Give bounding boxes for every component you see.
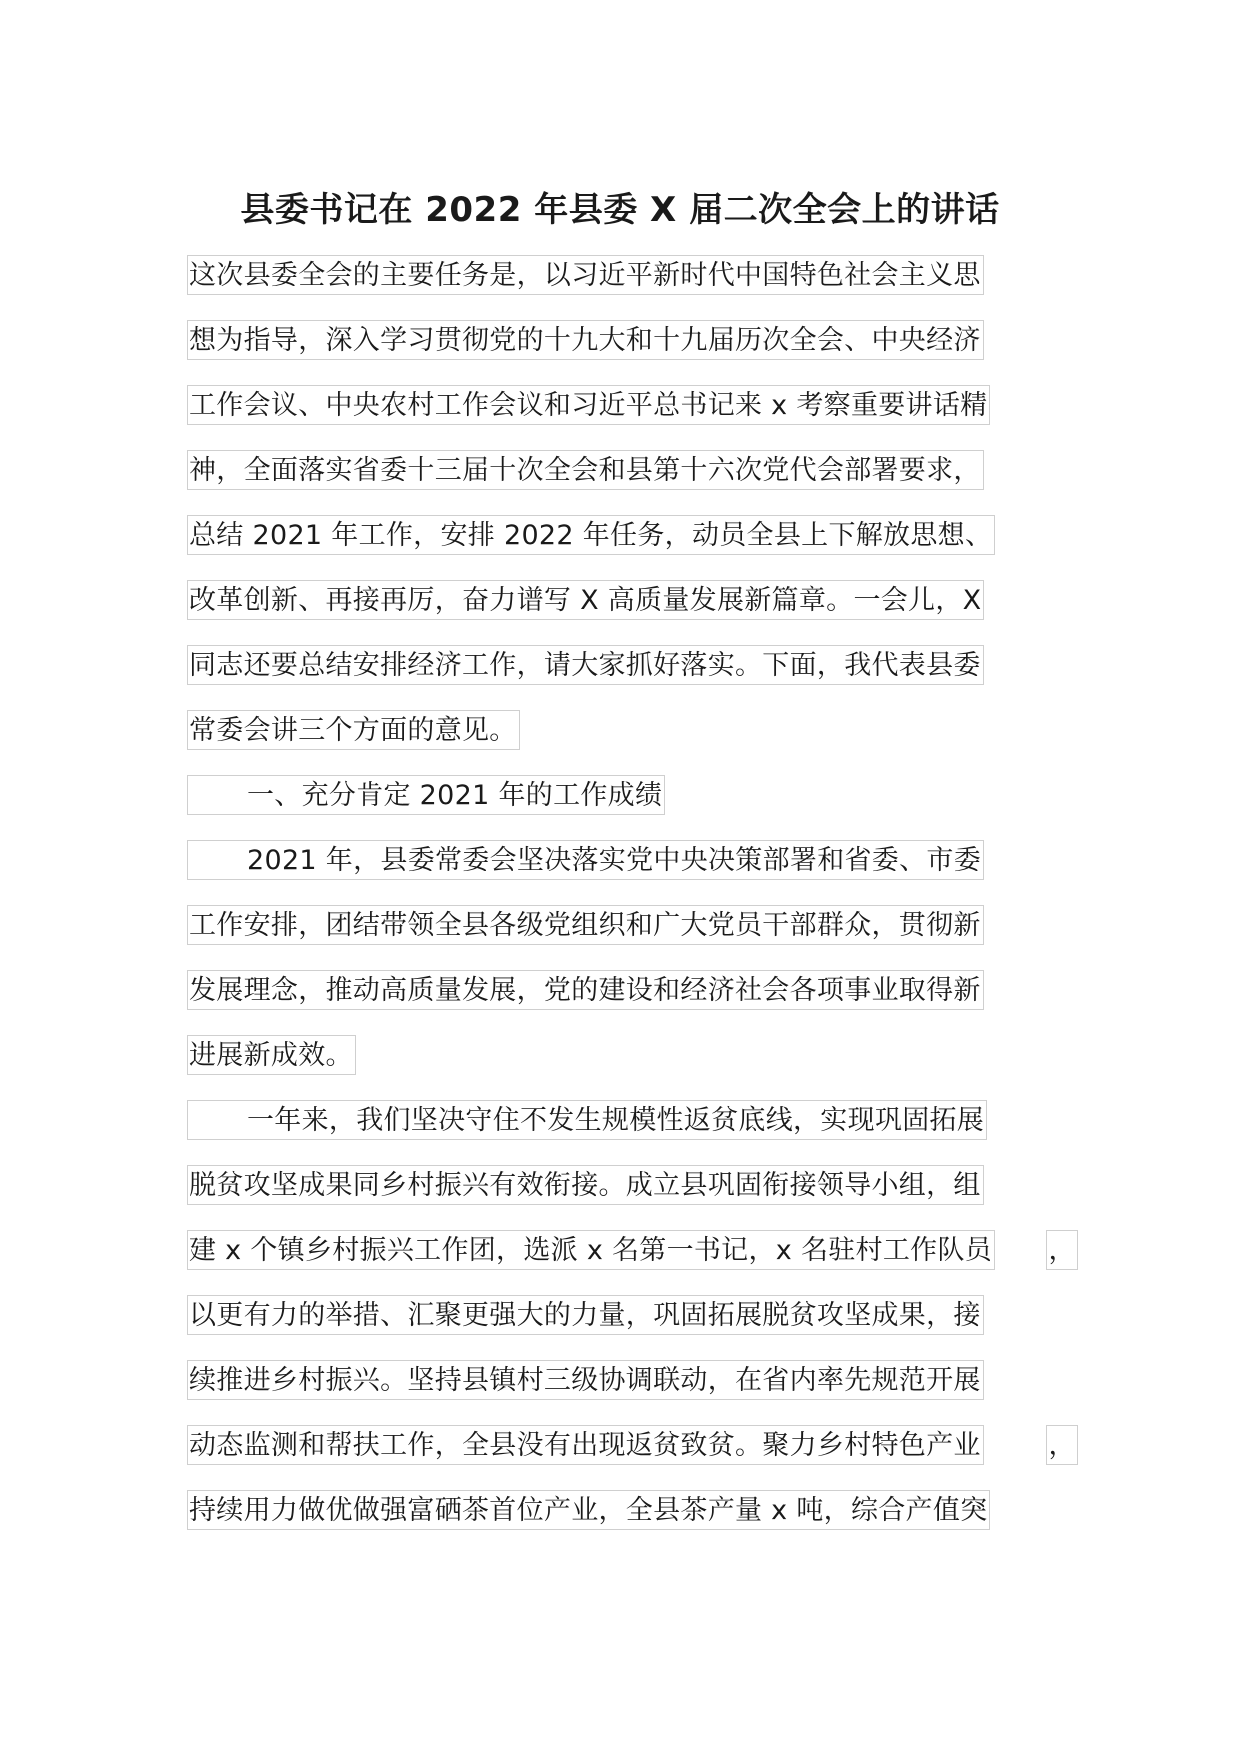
- text-line: 建 x 个镇乡村振兴工作团，选派 x 名第一书记，x 名驻村工作队员: [187, 1230, 995, 1270]
- text-line: 神，全面落实省委十三届十次全会和县第十六次党代会部署要求，: [187, 450, 984, 490]
- text-line: 这次县委全会的主要任务是，以习近平新时代中国特色社会主义思: [187, 255, 984, 295]
- text-line: 脱贫攻坚成果同乡村振兴有效衔接。成立县巩固衔接领导小组，组: [187, 1165, 984, 1205]
- text-line: 持续用力做优做强富硒茶首位产业，全县茶产量 x 吨，综合产值突: [187, 1490, 990, 1530]
- text-line: 以更有力的举措、汇聚更强大的力量，巩固拓展脱贫攻坚成果，接: [187, 1295, 984, 1335]
- text-line: 工作会议、中央农村工作会议和习近平总书记来 x 考察重要讲话精: [187, 385, 990, 425]
- page-title: 县委书记在 2022 年县委 X 届二次全会上的讲话: [240, 190, 1000, 230]
- text-line: 总结 2021 年工作，安排 2022 年任务，动员全县上下解放思想、: [187, 515, 995, 555]
- text-line: 常委会讲三个方面的意见。: [187, 710, 520, 750]
- text-line: 工作安排，团结带领全县各级党组织和广大党员干部群众，贯彻新: [187, 905, 984, 945]
- text-line: 续推进乡村振兴。坚持县镇村三级协调联动，在省内率先规范开展: [187, 1360, 984, 1400]
- text-line: 想为指导，深入学习贯彻党的十九大和十九届历次全会、中央经济: [187, 320, 984, 360]
- text-line: 改革创新、再接再厉，奋力谱写 X 高质量发展新篇章。一会儿，X: [187, 580, 984, 620]
- overflow-comma: ，: [1046, 1230, 1078, 1270]
- text-line: 2021 年，县委常委会坚决落实党中央决策部署和省委、市委: [187, 840, 984, 880]
- text-line: 同志还要总结安排经济工作，请大家抓好落实。下面，我代表县委: [187, 645, 984, 685]
- text-line: 进展新成效。: [187, 1035, 356, 1075]
- text-line: 发展理念，推动高质量发展，党的建设和经济社会各项事业取得新: [187, 970, 984, 1010]
- text-line: 一年来，我们坚决守住不发生规模性返贫底线，实现巩固拓展: [187, 1100, 987, 1140]
- section-heading: 一、充分肯定 2021 年的工作成绩: [187, 775, 665, 815]
- overflow-comma: ，: [1046, 1425, 1078, 1465]
- text-line: 动态监测和帮扶工作，全县没有出现返贫致贫。聚力乡村特色产业: [187, 1425, 984, 1465]
